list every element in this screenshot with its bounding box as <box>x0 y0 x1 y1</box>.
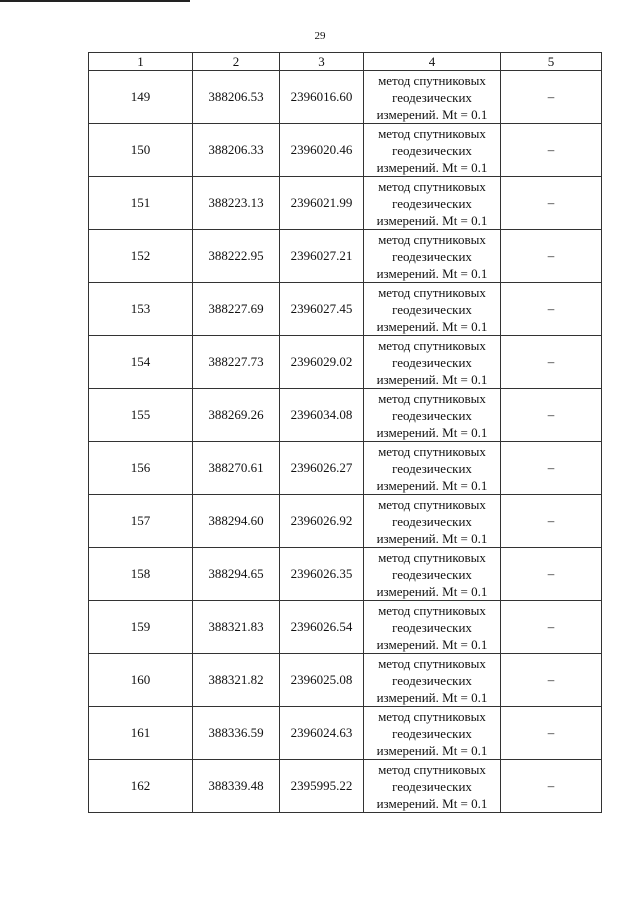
method-line-2: геодезических <box>392 725 472 741</box>
method-line-1: метод спутниковых <box>378 231 486 247</box>
method-line-1: метод спутниковых <box>378 708 486 724</box>
y-coordinate-cell: 2396016.60 <box>280 71 364 124</box>
table-row <box>89 707 602 760</box>
note-cell: – <box>501 336 602 389</box>
x-coordinate-cell: 388321.82 <box>193 654 280 707</box>
point-number-cell: 150 <box>89 124 193 177</box>
table-header-row <box>89 53 602 71</box>
point-number-cell: 155 <box>89 389 193 442</box>
page-number: 29 <box>314 30 326 42</box>
point-number-cell: 154 <box>89 336 193 389</box>
method-line-2: геодезических <box>392 778 472 794</box>
table-row <box>89 230 602 283</box>
table-row <box>89 601 602 654</box>
method-cell <box>364 283 501 336</box>
method-cell <box>364 442 501 495</box>
note-cell: – <box>501 124 602 177</box>
x-coordinate-cell: 388269.26 <box>193 389 280 442</box>
x-coordinate-cell: 388339.48 <box>193 760 280 813</box>
method-line-3: измерений. Mt = 0.1 <box>376 318 488 334</box>
method-line-2: геодезических <box>392 407 472 423</box>
point-number-cell: 151 <box>89 177 193 230</box>
method-line-1: метод спутниковых <box>378 125 486 141</box>
x-coordinate-cell: 388206.53 <box>193 71 280 124</box>
method-line-2: геодезических <box>392 142 472 158</box>
method-line-3: измерений. Mt = 0.1 <box>376 265 488 281</box>
method-line-1: метод спутниковых <box>378 390 486 406</box>
x-coordinate-cell: 388206.33 <box>193 124 280 177</box>
y-coordinate-cell: 2396026.92 <box>280 495 364 548</box>
method-cell <box>364 601 501 654</box>
table-body <box>89 71 602 813</box>
x-coordinate-cell: 388294.65 <box>193 548 280 601</box>
table-row <box>89 442 602 495</box>
y-coordinate-cell: 2396025.08 <box>280 654 364 707</box>
note-cell: – <box>501 177 602 230</box>
method-cell <box>364 230 501 283</box>
note-cell: – <box>501 71 602 124</box>
method-cell <box>364 760 501 813</box>
table-row <box>89 495 602 548</box>
method-line-2: геодезических <box>392 248 472 264</box>
method-line-3: измерений. Mt = 0.1 <box>376 742 488 758</box>
point-number-cell: 162 <box>89 760 193 813</box>
method-line-3: измерений. Mt = 0.1 <box>376 212 488 228</box>
point-number-cell: 156 <box>89 442 193 495</box>
point-number-cell: 160 <box>89 654 193 707</box>
y-coordinate-cell: 2396027.45 <box>280 283 364 336</box>
method-line-2: геодезических <box>392 354 472 370</box>
point-number-cell: 153 <box>89 283 193 336</box>
method-line-1: метод спутниковых <box>378 72 486 88</box>
table-row <box>89 760 602 813</box>
table-row <box>89 336 602 389</box>
method-line-1: метод спутниковых <box>378 284 486 300</box>
x-coordinate-cell: 388227.69 <box>193 283 280 336</box>
method-cell <box>364 654 501 707</box>
method-line-2: геодезических <box>392 619 472 635</box>
method-cell <box>364 495 501 548</box>
method-line-3: измерений. Mt = 0.1 <box>376 689 488 705</box>
method-line-3: измерений. Mt = 0.1 <box>376 371 488 387</box>
method-cell <box>364 71 501 124</box>
x-coordinate-cell: 388223.13 <box>193 177 280 230</box>
y-coordinate-cell: 2396020.46 <box>280 124 364 177</box>
method-line-3: измерений. Mt = 0.1 <box>376 583 488 599</box>
y-coordinate-cell: 2396034.08 <box>280 389 364 442</box>
y-coordinate-cell: 2396026.54 <box>280 601 364 654</box>
method-line-2: геодезических <box>392 89 472 105</box>
point-number-cell: 158 <box>89 548 193 601</box>
method-line-3: измерений. Mt = 0.1 <box>376 106 488 122</box>
top-left-rule <box>0 0 190 2</box>
column-header-2: 2 <box>193 53 280 71</box>
method-line-1: метод спутниковых <box>378 549 486 565</box>
note-cell: – <box>501 283 602 336</box>
method-line-2: геодезических <box>392 513 472 529</box>
x-coordinate-cell: 388294.60 <box>193 495 280 548</box>
x-coordinate-cell: 388321.83 <box>193 601 280 654</box>
method-line-3: измерений. Mt = 0.1 <box>376 530 488 546</box>
table-row <box>89 389 602 442</box>
table-row <box>89 548 602 601</box>
method-line-3: измерений. Mt = 0.1 <box>376 159 488 175</box>
method-cell <box>364 177 501 230</box>
note-cell: – <box>501 230 602 283</box>
method-line-2: геодезических <box>392 301 472 317</box>
method-cell <box>364 707 501 760</box>
method-line-3: измерений. Mt = 0.1 <box>376 795 488 811</box>
method-cell <box>364 124 501 177</box>
x-coordinate-cell: 388227.73 <box>193 336 280 389</box>
method-line-3: измерений. Mt = 0.1 <box>376 636 488 652</box>
method-line-1: метод спутниковых <box>378 496 486 512</box>
table-row <box>89 283 602 336</box>
x-coordinate-cell: 388270.61 <box>193 442 280 495</box>
coordinates-table <box>88 52 602 813</box>
x-coordinate-cell: 388336.59 <box>193 707 280 760</box>
y-coordinate-cell: 2396024.63 <box>280 707 364 760</box>
method-line-2: геодезических <box>392 672 472 688</box>
note-cell: – <box>501 707 602 760</box>
table-row <box>89 654 602 707</box>
note-cell: – <box>501 760 602 813</box>
note-cell: – <box>501 495 602 548</box>
method-line-2: геодезических <box>392 195 472 211</box>
point-number-cell: 159 <box>89 601 193 654</box>
table-row <box>89 124 602 177</box>
method-line-1: метод спутниковых <box>378 337 486 353</box>
column-header-4: 4 <box>364 53 501 71</box>
method-line-2: геодезических <box>392 566 472 582</box>
y-coordinate-cell: 2396027.21 <box>280 230 364 283</box>
point-number-cell: 161 <box>89 707 193 760</box>
y-coordinate-cell: 2395995.22 <box>280 760 364 813</box>
y-coordinate-cell: 2396026.35 <box>280 548 364 601</box>
method-line-2: геодезических <box>392 460 472 476</box>
y-coordinate-cell: 2396026.27 <box>280 442 364 495</box>
method-cell <box>364 548 501 601</box>
method-cell <box>364 389 501 442</box>
column-header-3: 3 <box>280 53 364 71</box>
y-coordinate-cell: 2396029.02 <box>280 336 364 389</box>
method-line-1: метод спутниковых <box>378 602 486 618</box>
table-row <box>89 71 602 124</box>
note-cell: – <box>501 601 602 654</box>
point-number-cell: 152 <box>89 230 193 283</box>
y-coordinate-cell: 2396021.99 <box>280 177 364 230</box>
point-number-cell: 157 <box>89 495 193 548</box>
x-coordinate-cell: 388222.95 <box>193 230 280 283</box>
method-line-3: измерений. Mt = 0.1 <box>376 477 488 493</box>
note-cell: – <box>501 548 602 601</box>
method-line-1: метод спутниковых <box>378 178 486 194</box>
method-line-1: метод спутниковых <box>378 761 486 777</box>
note-cell: – <box>501 442 602 495</box>
column-header-5: 5 <box>501 53 602 71</box>
method-cell <box>364 336 501 389</box>
point-number-cell: 149 <box>89 71 193 124</box>
table-row <box>89 177 602 230</box>
note-cell: – <box>501 389 602 442</box>
method-line-1: метод спутниковых <box>378 655 486 671</box>
note-cell: – <box>501 654 602 707</box>
column-header-1: 1 <box>89 53 193 71</box>
method-line-3: измерений. Mt = 0.1 <box>376 424 488 440</box>
method-line-1: метод спутниковых <box>378 443 486 459</box>
